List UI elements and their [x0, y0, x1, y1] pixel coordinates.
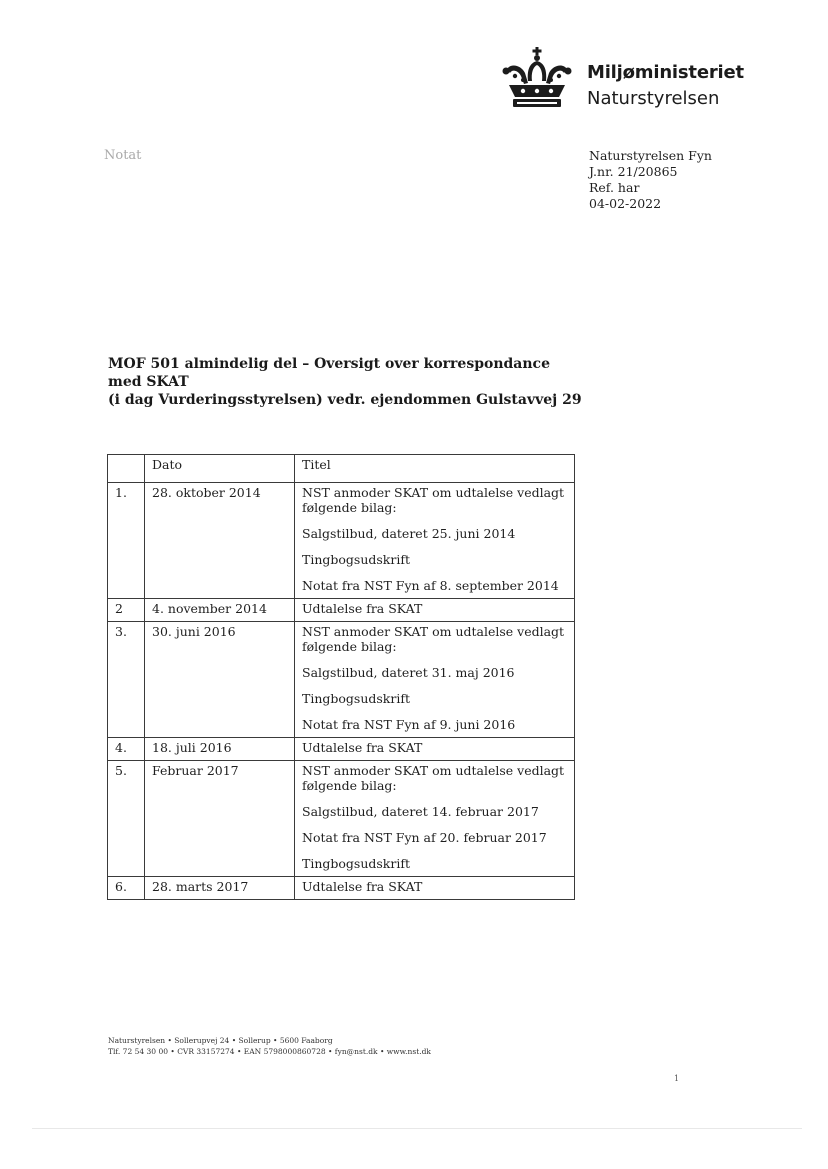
meta-date: 04-02-2022 [589, 196, 662, 211]
row-title [295, 761, 575, 877]
row-date: Februar 2017 [145, 761, 295, 877]
row-item: Udtalelse fra SKAT [302, 740, 423, 755]
row-number: 2 [108, 599, 145, 622]
document-title [108, 355, 588, 409]
row-item: Salgstilbud, dateret 25. juni 2014 [302, 526, 516, 541]
row-number: 5. [108, 761, 145, 877]
correspondence-table [107, 454, 575, 900]
row-title [295, 483, 575, 599]
row-item: Udtalelse fra SKAT [302, 601, 423, 616]
table-row [108, 761, 575, 877]
row-item: Notat fra NST Fyn af 8. september 2014 [302, 578, 559, 593]
document-meta [589, 148, 712, 212]
row-item: Salgstilbud, dateret 31. maj 2016 [302, 665, 515, 680]
agency-name: Naturstyrelsen [587, 88, 720, 109]
row-date: 18. juli 2016 [145, 738, 295, 761]
row-date: 4. november 2014 [145, 599, 295, 622]
document-type: Notat [104, 148, 142, 163]
row-item: NST anmoder SKAT om udtalelse vedlagt følgende bilag: [302, 624, 565, 654]
row-date: 30. juni 2016 [145, 622, 295, 738]
meta-journal-number: J.nr. 21/20865 [589, 164, 678, 179]
ministry-name: Miljøministeriet [587, 62, 744, 83]
row-number: 1. [108, 483, 145, 599]
meta-reference: Ref. har [589, 180, 640, 195]
row-number: 4. [108, 738, 145, 761]
table-row [108, 622, 575, 738]
row-item: Salgstilbud, dateret 14. februar 2017 [302, 804, 539, 819]
footer-address: Naturstyrelsen • Sollerupvej 24 • Sollerup • 5600 Faaborg [108, 1036, 333, 1045]
footer-contact: Tlf. 72 54 30 00 • CVR 33157274 • EAN 5798000860728 • fyn@nst.dk • www.nst.dk [108, 1047, 431, 1056]
row-number: 3. [108, 622, 145, 738]
table-row [108, 599, 575, 622]
row-item: Udtalelse fra SKAT [302, 879, 423, 894]
table-row [108, 738, 575, 761]
page-number: 1 [674, 1074, 680, 1083]
row-item: NST anmoder SKAT om udtalelse vedlagt følgende bilag: [302, 485, 565, 515]
table-row [108, 483, 575, 599]
row-title [295, 877, 575, 900]
title-line-2: (i dag Vurderingsstyrelsen) vedr. ejendommen Gulstavvej 29 [108, 392, 582, 408]
row-title [295, 599, 575, 622]
row-title [295, 738, 575, 761]
scan-edge-divider [32, 1128, 802, 1129]
row-title [295, 622, 575, 738]
header-title: Titel [295, 455, 575, 483]
row-date: 28. marts 2017 [145, 877, 295, 900]
row-item: Tingbogsudskrift [302, 552, 410, 567]
row-item: Notat fra NST Fyn af 20. februar 2017 [302, 830, 547, 845]
header-date: Dato [145, 455, 295, 483]
row-item: NST anmoder SKAT om udtalelse vedlagt følgende bilag: [302, 763, 565, 793]
row-number: 6. [108, 877, 145, 900]
table-header-row [108, 455, 575, 483]
row-item: Tingbogsudskrift [302, 856, 410, 871]
meta-office: Naturstyrelsen Fyn [589, 148, 712, 163]
title-line-1: MOF 501 almindelig del – Oversigt over korrespondance med SKAT [108, 356, 550, 390]
table-row [108, 877, 575, 900]
row-item: Tingbogsudskrift [302, 691, 410, 706]
page-footer [108, 1035, 431, 1057]
row-item: Notat fra NST Fyn af 9. juni 2016 [302, 717, 516, 732]
header-number [108, 455, 145, 483]
row-date: 28. oktober 2014 [145, 483, 295, 599]
royal-crown-icon [501, 47, 573, 109]
